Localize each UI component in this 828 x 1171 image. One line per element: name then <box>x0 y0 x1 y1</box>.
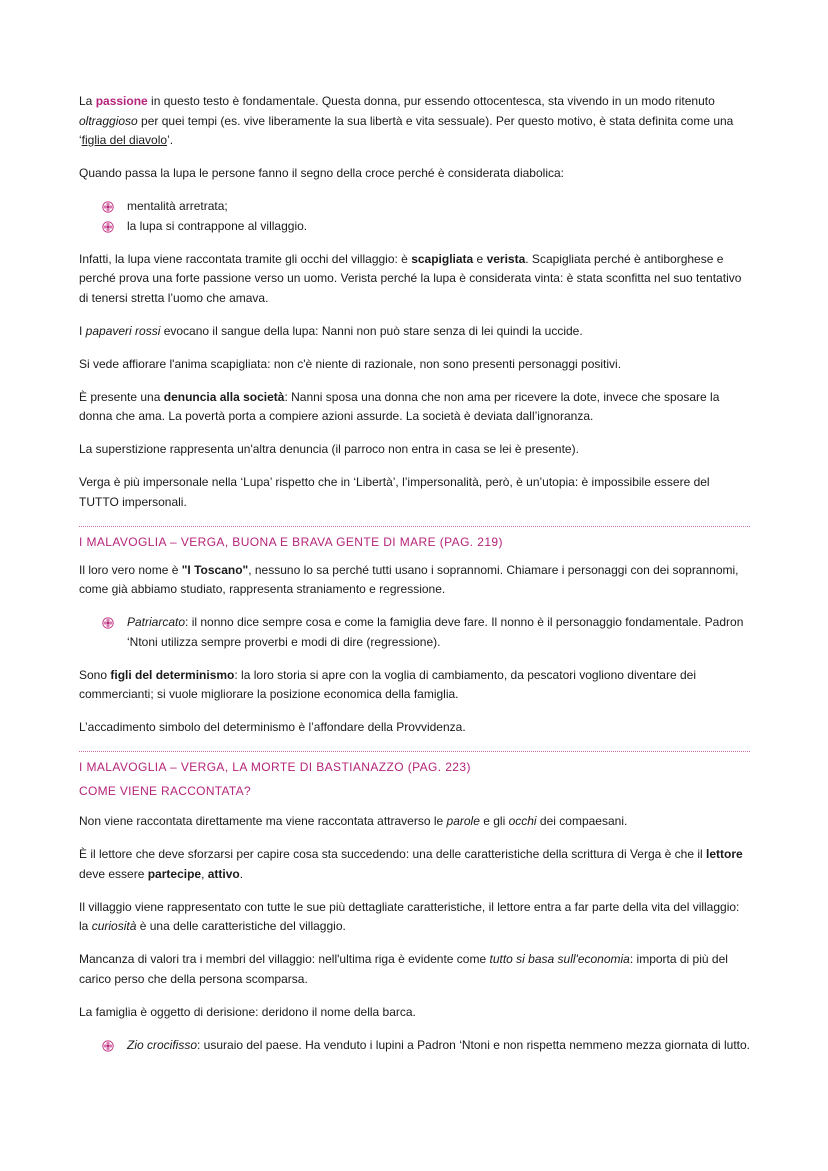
paragraph-anima-scapigliata: Si vede affiorare l'anima scapigliata: non c'è niente di razionale, non sono presenti personaggi positivi. <box>79 356 622 371</box>
paragraph-scapigliata-verista: Infatti, la lupa viene raccontata tramite gli occhi del villaggio: è scapigliata e verista. Scapigliata perché è antiborghese e perché prova una forte passione verso un uomo. Verista perché la lupa è considerata vinta: è stata sconfitta nel suo tentativo di tenersi stretta l’uomo che amava. <box>79 251 742 305</box>
subsection-heading: COME VIENE RACCONTATA? <box>79 784 251 798</box>
paragraph-determinismo: Sono figli del determinismo: la loro storia si apre con la voglia di cambiamento, da pescatori vogliono diventare dei commercianti; si vuole migliorare la posizione economica della famiglia. <box>79 667 696 701</box>
flower-bullet-icon <box>102 221 114 233</box>
bullet-list-3 <box>79 1036 750 1056</box>
section-heading-buona-gente: I MALAVOGLIA – VERGA, BUONA E BRAVA GENTE DI MARE (PAG. 219) <box>79 526 750 551</box>
section-heading-bastianazzo: I MALAVOGLIA – VERGA, LA MORTE DI BASTIANAZZO (PAG. 223) <box>79 751 750 776</box>
list-item: Zio crocifisso: usuraio del paese. Ha venduto i lupini a Padron ‘Ntoni e non rispetta nemmeno mezza giornata di lutto. <box>79 1036 750 1056</box>
paragraph-toscano: Il loro vero nome è "I Toscano", nessuno lo sa perché tutti usano i soprannomi. Chiamare i personaggi con dei soprannomi, come già abbiamo studiato, rappresenta straniamento e regressione. <box>79 562 739 596</box>
underlined-phrase: figlia del diavolo <box>81 133 168 147</box>
paragraph-villaggio: Il villaggio viene rappresentato con tutte le sue più dettagliate caratteristiche, il lettore entra a far parte della vita del villaggio: la curiosità è una delle caratteristiche del villaggio. <box>79 899 740 933</box>
paragraph-derisione: La famiglia è oggetto di derisione: deridono il nome della barca. <box>79 1004 416 1019</box>
flower-bullet-icon <box>102 1040 114 1052</box>
flower-bullet-icon <box>102 201 114 213</box>
bullet-list-1 <box>79 197 750 236</box>
paragraph-superstizione: La superstizione rappresenta un'altra denuncia (il parroco non entra in casa se lei è presente). <box>79 442 579 456</box>
paragraph-lupa-croce: Quando passa la lupa le persone fanno il segno della croce perché è considerata diabolica: <box>79 166 564 180</box>
flower-bullet-icon <box>102 617 114 629</box>
paragraph-lettore: È il lettore che deve sforzarsi per capire cosa sta succedendo: una delle caratteristiche della scrittura di Verga è che il lettore deve essere partecipe, attivo. <box>79 847 743 881</box>
paragraph-denuncia: È presente una denuncia alla società: Nanni sposa una donna che non ama per ricevere la dote, invece che sposare la donna che ama. La povertà porta a compiere azioni assurde. La società è deviata dall’ignoranza. <box>79 389 720 423</box>
paragraph-compaesani: Non viene raccontata direttamente ma viene raccontata attraverso le parole e gli occhi dei compaesani. <box>79 814 628 828</box>
list-item: Patriarcato: il nonno dice sempre cosa e come la famiglia deve fare. Il nonno è il personaggio fondamentale. Padron ‘Ntoni utilizza sempre proverbi e modi di dire (regressione). <box>79 613 750 652</box>
paragraph-valori: Mancanza di valori tra i membri del villaggio: nell'ultima riga è evidente come tutto si basa sull'economia: importa di più del carico perso che della persona scomparsa. <box>79 952 728 986</box>
highlight-passione: passione <box>95 94 148 108</box>
paragraph-impersonalita: Verga è più impersonale nella ‘Lupa’ rispetto che in ‘Libertà’, l’impersonalità, però, è un’utopia: è impossibile essere del TUTTO impersonali. <box>79 475 710 509</box>
bullet-list-2 <box>79 613 750 652</box>
document-page <box>79 92 750 1069</box>
list-item: mentalità arretrata; <box>79 197 750 217</box>
paragraph-provvidenza: L’accadimento simbolo del determinismo è l’affondare della Provvidenza. <box>79 720 466 734</box>
list-item: la lupa si contrappone al villaggio. <box>79 217 750 237</box>
paragraph-passione: La passione in questo testo è fondamentale. Questa donna, pur essendo ottocentesca, sta vivendo in un modo ritenuto oltraggioso per quei tempi (es. vive liberamente la sua libertà e vita sessuale). Per questo motivo, è stata definita come una ‘figlia del diavolo’. <box>79 94 734 147</box>
paragraph-papaveri: I papaveri rossi evocano il sangue della lupa: Nanni non può stare senza di lei quindi la uccide. <box>79 323 583 338</box>
